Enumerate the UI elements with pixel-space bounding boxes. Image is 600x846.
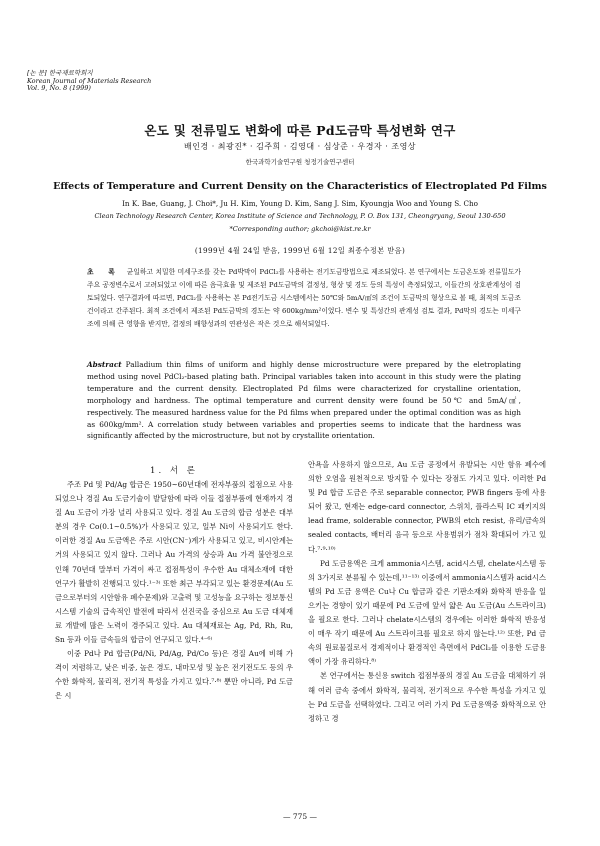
paper-title-en: Effects of Temperature and Current Density on the Characteristics of Electroplated Pd Films (53, 181, 547, 192)
journal-name-ko: [논 문] 한국재료학회지 (27, 69, 93, 77)
journal-volume: Vol. 9, No. 8 (1999) (27, 84, 91, 92)
journal-name-en: Korean Journal of Materials Research (27, 76, 152, 85)
affiliation-ko: 한국과학기술연구원 청정기술연구센터 (245, 158, 355, 166)
paragraph: 주조 Pd 및 Pd/Ag 합금은 1950~60년대에 전자부품의 접점으로 사용되었으나 경질 Au 도금기술이 발달함에 따라 이들 접점부품에 현재까지 경질 Au 도금이 가장 널리 사용되고 있다. 경질 Au 도금의 합금 성분은 대부분의 경우 Co(0.1~0.5%)가 사용되고 있고, 일부 Ni이 사용되기도 한다. 이러한 경질 Au 도금액은 주로 시안(CN⁻)계가 사용되고 있고, 비시안계는 거의 사용되고 있지 않다. 그러나 Au 가격의 상승과 Au 가격 불안정으로 인해 70년대 말부터 가격이 싸고 접점특성이 우수한 Au 대체소재에 대한 연구가 활발히 진행되고 있다.¹⁻³⁾ 또한 최근 부각되고 있는 환경문제(Au 도금으로부터의 시안함유 폐수문제)와 고출력 및 고성능을 요구하는 정보통신 시스템 기술의 급속적인 발전에 따라서 선진국을 중심으로 Au 도금 대체재료 개발에 많은 노력이 경주되고 있다. Au 대체재료는 Ag, Pd, Rh, Ru, Sn 등과 이들 금속들의 합금이 연구되고 있다.⁴⁻⁶⁾ (55, 480, 293, 645)
affiliation-en: Clean Technology Research Center, Korea Institute of Science and Technology, P. O. Box 131, Cheongryang, Seoul 130-650 (94, 212, 506, 220)
authors-en: In K. Bae, Guang, J. Choi*, Ju H. Kim, Young D. Kim, Sang J. Sim, Kyoungja Woo and Young S. Cho (122, 199, 478, 208)
paper-title-ko: 온도 및 전류밀도 변화에 따른 Pd도금막 특성변화 연구 (144, 123, 456, 138)
abstract-en-text: Palladium thin films of uniform and highly dense microstructure were prepared by the eletroplating method using novel PdCl₂-based plating bath. Principal variables taken into account in this study were the plating temperature and the current density. Electroplated Pd films were characterized for crystalline orientation, morphology and hardness. The optimal temperature and current density were found be 50℃ and 5mA/㎠, respectively. The measured hardness value for the Pd films when prepared under the optimal condition was as high as 600kg/mm². A correlation study between variables and properties seems to indicate that the hardness was significantly affected by the microstructure, but not by crystallite orientation. (87, 360, 521, 441)
authors-ko: 배인경 · 최광진* · 김주희 · 김영대 · 심상준 · 우경자 · 조영상 (183, 142, 417, 151)
paragraph: 안욕을 사용하지 않으므로, Au 도금 공정에서 유발되는 시안 함유 폐수에 의한 오염을 원천적으로 방지할 수 있다는 장점도 가지고 있다. 이러한 Pd 및 Pd 합금 도금은 주로 separable connector, PWB fingers 등에 사용되어 왔고, 현재는 edge-card connector, 스위치, 플라스틱 IC 패키지의 lead frame, solderable connector, PWB의 etch resist, 유리/금속의 sealed contacts, 배터리 음극 등으로 사용범위가 점차 확대되어 가고 있다.⁷·⁹·¹⁰⁾ (308, 460, 546, 554)
received-dates: (1999년 4월 24일 받음, 1999년 6월 12일 최종수정본 받음) (194, 246, 406, 255)
abstract-ko-text: 균일하고 치밀한 미세구조를 갖는 Pd박막이 PdCl₂를 사용하는 전기도금방법으로 제조되었다. 본 연구에서는 도금온도와 전류밀도가 주요 공정변수로서 고려되었고 이에 따른 음극효율 및 제조된 Pd도금막의 결정성, 형상 및 경도 등의 특성이 측정되었고, 이들간의 상호관계성이 검토되었다. 연구결과에 따르면, PdCl₂를 사용하는 본 Pd전기도금 시스템에서는 50℃와 5mA/㎠의 조건이 도금막의 형상으로 볼 때, 최적의 도금조건이라고 간주된다. 최적 조건에서 제조된 Pd도금막의 경도는 약 600kg/mm²이었다. 변수 및 특성간의 관계성 검토 결과, Pd막의 경도는 미세구조에 의해 큰 영향을 받지만, 결정의 배향성과의 연관성은 작은 것으로 해석되었다. (87, 268, 522, 328)
abstract-ko (87, 266, 521, 331)
journal-header (27, 70, 151, 93)
paragraph: 본 연구에서는 통신용 switch 접점부품의 경질 Au 도금을 대체하기 위해 여러 금속 중에서 화학적, 물리적, 전기적으로 우수한 특성을 가지고 있는 Pd 도금을 선택하였다. 그리고 여러 가지 Pd 도금용액중 화학적으로 안정하고 경 (308, 671, 546, 723)
right-column (308, 458, 546, 726)
section-heading-introduction: 1. 서 론 (150, 466, 198, 476)
corresponding-author: *Corresponding author; gkchoi@kist.re.kr (229, 225, 371, 233)
abstract-en (87, 359, 521, 442)
left-column (55, 478, 293, 704)
abstract-ko-label: 초 록 (87, 268, 121, 276)
page-number: — 775 — (282, 812, 318, 821)
paragraph: Pd 도금용액은 크게 ammonia시스템, acid시스템, chelate시스템 등의 3가지로 분류될 수 있는데,¹¹⁻¹³⁾ 이중에서 ammonia시스템과 acid시스템의 Pd 도금 용액은 Cu나 Cu 합금과 같은 기판소재와 화학적 반응을 일으키는 경향이 있기 때문에 Pd 도금에 앞서 얇은 Au 도금(Au 스트라이크)을 필요로 한다. 그러나 chelate시스템의 경우에는 이러한 화학적 반응성이 매우 작기 때문에 Au 스트라이크를 필요로 하지 않는다.¹²⁾ 또한, Pd 금속의 원료물질로서 경제적이나 환경적인 측면에서 PdCl₂를 이용한 도금용액이 가장 유리하다.⁸⁾ (308, 558, 546, 667)
abstract-en-label: Abstract (87, 360, 122, 369)
paragraph: 이중 Pd나 Pd 합금(Pd/Ni, Pd/Ag, Pd/Co 등)은 경질 Au에 비해 가격이 저렴하고, 낮은 비중, 높은 경도, 내마모성 및 높은 전기전도도 등의 우수한 화학적, 물리적, 전기적 특성을 가지고 있다.⁷·⁸⁾ 뿐만 아니라, Pd 도금은 시 (55, 649, 293, 701)
